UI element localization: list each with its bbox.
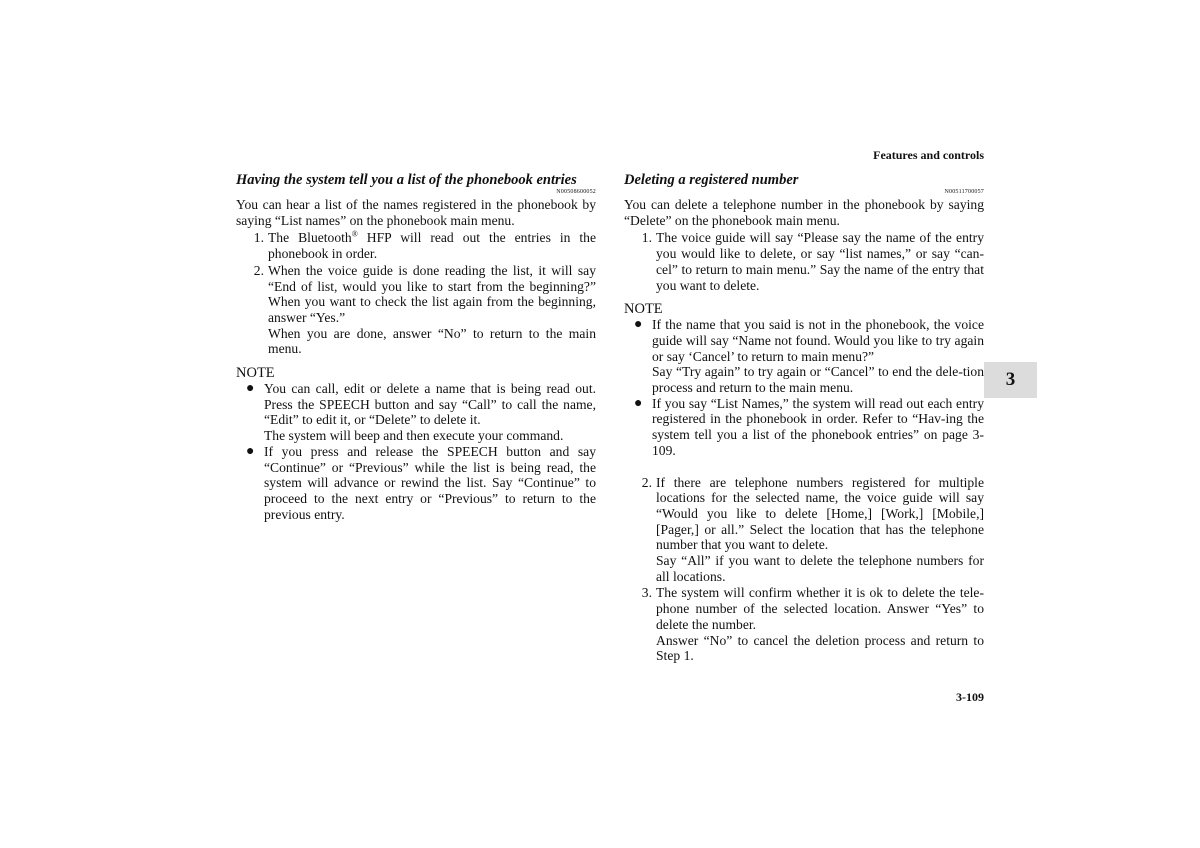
note-text: If you say “List Names,” the system will read out each entry registered in the phonebook in order. Refer to “Hav-ing the system tell you a list of the phonebook entries” on page 3-109. bbox=[652, 395, 984, 458]
note-text-part: If the name that you said is not in the phonebook, the voice guide will say “Name not found. Would you like to try again or say ‘Cancel’ to return to main menu?” bbox=[652, 317, 984, 364]
step-list-continued bbox=[624, 475, 984, 664]
note-text-part: Say “Try again” to try again or “Cancel” to end the dele-tion process and return to the main menu. bbox=[652, 364, 984, 396]
intro-paragraph: You can delete a telephone number in the phonebook by saying “Delete” on the phonebook main menu. bbox=[624, 197, 984, 228]
registered-mark: ® bbox=[351, 229, 358, 239]
step-number: 1. bbox=[641, 230, 652, 246]
note-text bbox=[264, 381, 596, 444]
step-item bbox=[624, 230, 984, 293]
step-text-part: When you are done, answer “No” to return to the main menu. bbox=[268, 325, 596, 357]
step-list bbox=[624, 230, 984, 293]
bullet-icon: ● bbox=[634, 395, 643, 411]
note-item bbox=[624, 317, 984, 396]
step-item bbox=[624, 475, 984, 585]
step-text-part: HFP will read out the entries in the phonebook in order. bbox=[268, 230, 596, 262]
step-text: The voice guide will say “Please say the name of the entry you would like to delete, or say “list names,” or say “can-cel” to return to main menu.” Say the name of the entry that you want to delete. bbox=[656, 230, 984, 293]
note-text-part: The system will beep and then execute your command. bbox=[264, 428, 564, 444]
left-column bbox=[236, 172, 596, 522]
page-number: 3-109 bbox=[956, 690, 984, 704]
step-number: 1. bbox=[253, 230, 264, 246]
note-label: NOTE bbox=[236, 365, 275, 382]
step-text bbox=[268, 263, 596, 357]
note-item bbox=[236, 444, 596, 523]
step-item bbox=[236, 230, 596, 261]
section-title-phonebook-list: Having the system tell you a list of the phonebook entries bbox=[236, 172, 577, 188]
running-header: Features and controls bbox=[873, 148, 984, 162]
note-text-part: You can call, edit or delete a name that is being read out. Press the SPEECH button and say “Call” to call the name, “Edit” to edit it, or “Delete” to delete it. bbox=[264, 381, 596, 428]
bullet-icon: ● bbox=[246, 443, 255, 459]
step-text bbox=[268, 230, 596, 261]
step-text bbox=[656, 475, 984, 585]
step-text-part: Answer “No” to cancel the deletion process and return to Step 1. bbox=[656, 632, 984, 664]
step-number: 3. bbox=[641, 585, 652, 601]
chapter-number: 3 bbox=[1005, 369, 1016, 390]
step-item bbox=[236, 263, 596, 357]
bullet-icon: ● bbox=[634, 317, 643, 333]
step-text bbox=[656, 585, 984, 664]
note-text bbox=[652, 317, 984, 396]
step-text-part: Say “All” if you want to delete the telephone numbers for all locations. bbox=[656, 553, 984, 584]
step-text-part: If there are telephone numbers registered for multiple locations for the selected name, the voice guide will say “Would you like to delete [Home,] [Work,] [Mobile,] [Pager,] or all.” Select the location that has the telephone number that you want to delete. bbox=[656, 474, 984, 553]
step-number: 2. bbox=[641, 474, 652, 490]
step-text-part: When the voice guide is done reading the list, it will say “End of list, would you like to start from the beginning?” When you want to check the list again from the beginning, answer “Yes.” bbox=[268, 262, 596, 325]
note-list bbox=[236, 381, 596, 522]
step-item bbox=[624, 585, 984, 664]
bullet-icon: ● bbox=[246, 381, 255, 397]
section-code: N00511700057 bbox=[944, 189, 984, 195]
section-title-delete-number: Deleting a registered number bbox=[624, 172, 799, 188]
note-label: NOTE bbox=[624, 301, 663, 318]
note-item bbox=[624, 396, 984, 459]
note-list bbox=[624, 317, 984, 458]
note-item bbox=[236, 381, 596, 444]
chapter-tab bbox=[984, 362, 1037, 398]
intro-paragraph: You can hear a list of the names registered in the phonebook by saying “List names” on the phonebook main menu. bbox=[236, 197, 596, 228]
step-text-part: The system will confirm whether it is ok to delete the tele-phone number of the selected location. Answer “Yes” to delete the number. bbox=[656, 585, 984, 632]
note-text: If you press and release the SPEECH button and say “Continue” or “Previous” while the list is being read, the system will advance or rewind the list. Say “Continue” to proceed to the next entry or “Previous” to return to the previous entry. bbox=[264, 443, 596, 522]
right-column bbox=[624, 172, 984, 665]
step-list bbox=[236, 230, 596, 357]
section-code: N00508600052 bbox=[556, 189, 596, 195]
step-number: 2. bbox=[253, 262, 264, 278]
step-text-part: The Bluetooth bbox=[268, 230, 352, 246]
